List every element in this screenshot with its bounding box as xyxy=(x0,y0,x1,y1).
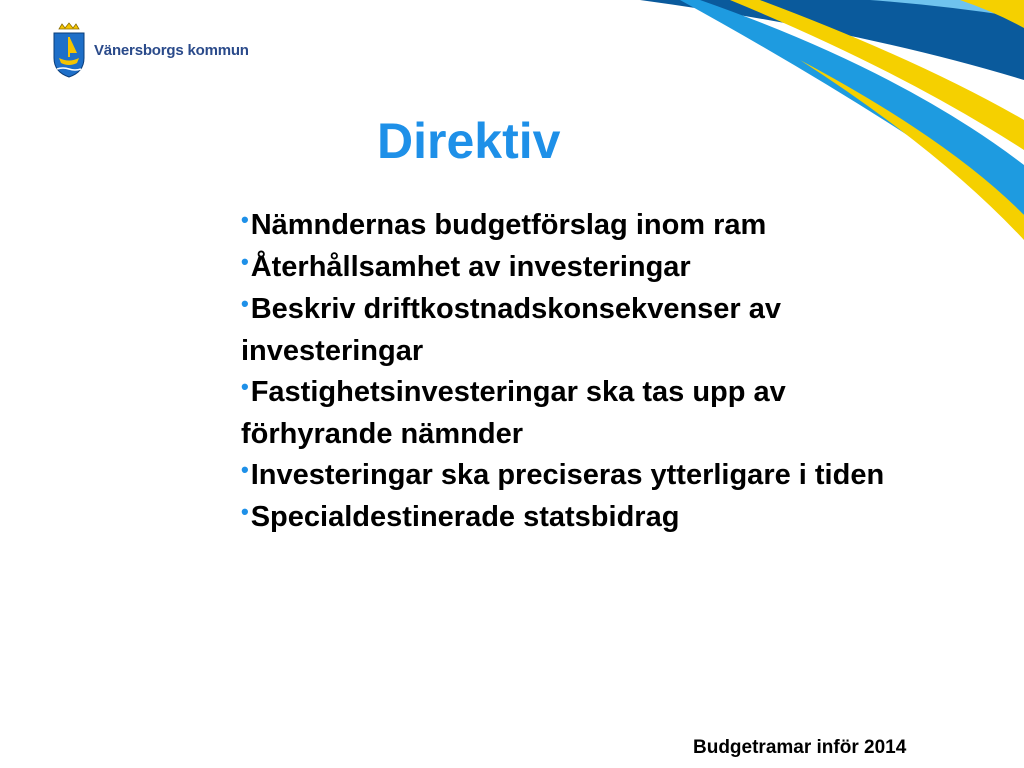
bullet-text: Fastighetsinvesteringar ska tas upp av förhyrande nämnder xyxy=(241,376,786,450)
slide-title: Direktiv xyxy=(377,113,561,169)
bullet-item xyxy=(241,372,931,455)
bullet-dot-icon: • xyxy=(241,457,249,482)
bullet-item xyxy=(241,205,931,247)
bullet-dot-icon: • xyxy=(241,374,249,399)
bullet-item xyxy=(241,497,931,539)
bullet-text: Återhållsamhet av investeringar xyxy=(250,251,691,283)
coat-of-arms-icon xyxy=(50,22,88,78)
bullet-dot-icon: • xyxy=(241,499,249,524)
bullet-text: Specialdestinerade statsbidrag xyxy=(250,501,680,533)
bullet-item xyxy=(241,455,931,497)
bullet-dot-icon: • xyxy=(241,207,249,232)
logo xyxy=(50,22,249,78)
bullet-list xyxy=(241,205,931,539)
bullet-text: Beskriv driftkostnadskonsekvenser av investeringar xyxy=(241,293,782,367)
logo-text: Vänersborgs kommun xyxy=(94,41,249,59)
bullet-dot-icon: • xyxy=(241,291,249,316)
bullet-dot-icon: • xyxy=(241,249,249,274)
bullet-text: Investeringar ska preciseras ytterligare i tiden xyxy=(250,459,885,491)
bullet-item xyxy=(241,289,931,372)
bullet-item xyxy=(241,247,931,289)
bullet-text: Nämndernas budgetförslag inom ram xyxy=(250,209,767,241)
footer-text: Budgetramar inför 2014 xyxy=(693,737,907,758)
